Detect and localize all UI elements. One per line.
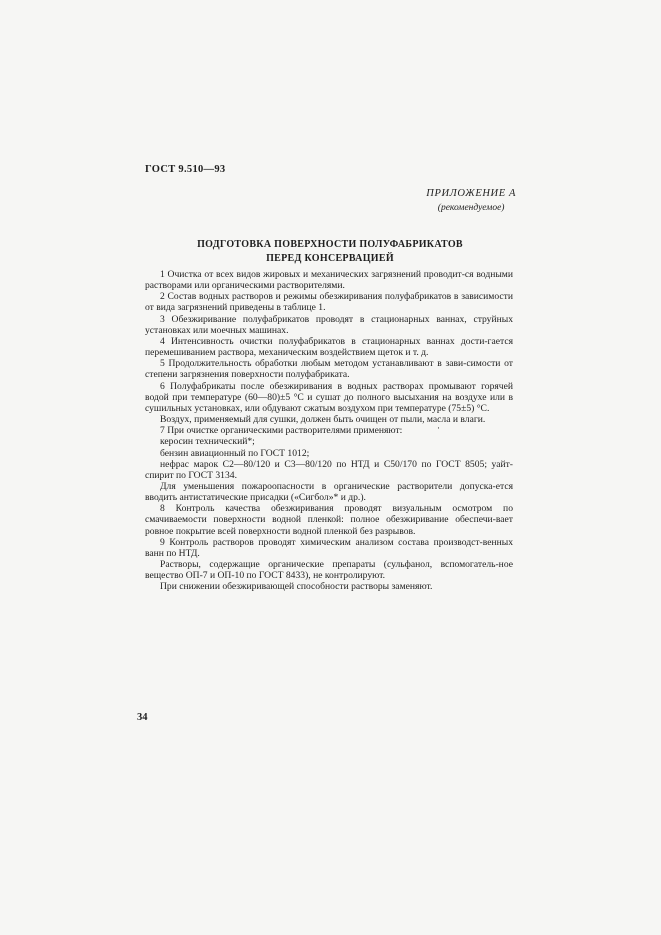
appendix-heading	[426, 186, 516, 216]
page-number: 34	[137, 712, 148, 723]
paragraph-1: 1 Очистка от всех видов жировых и механических загрязнений проводит-ся водными растворами или органическими растворителями.	[145, 269, 513, 292]
document-title	[150, 238, 510, 266]
appendix-note: (рекомендуемое)	[437, 203, 505, 213]
title-line-2: ПЕРЕД КОНСЕРВАЦИЕЙ	[266, 253, 394, 264]
paragraph-8: 8 Контроль качества обезжиривания проводят визуальным осмотром по смачиваемости поверхности водной пленкой: полное обезжиривание обеспечи-вает ровное покрытие всей поверхности водной пленкой без разрывов.	[145, 503, 513, 537]
appendix-label: ПРИЛОЖЕНИЕ А	[426, 188, 516, 199]
list-item-gasoline: бензин авиационный по ГОСТ 1012;	[160, 447, 310, 459]
paragraph-air: Воздух, применяемый для сушки, должен быть очищен от пыли, масла и влаги.	[160, 414, 486, 426]
paragraph-2: 2 Состав водных растворов и режимы обезжиривания полуфабрикатов в зависимости от вида загрязнений приведены в таблице 1.	[145, 291, 513, 314]
paragraph-solutions: Растворы, содержащие органические препараты (сульфанол, вспомогатель-ное вещество ОП-7 и ОП-10 по ГОСТ 8433), не контролируют.	[145, 559, 513, 582]
paragraph-6: 6 Полуфабрикаты после обезжиривания в водных растворах промывают горячей водой при температуре (60—80)±5 °С и сушат до полного высыхания на воздухе или в сушильных установках, или обдувают сжатым воздухом при температуре (75±5) °С.	[145, 380, 513, 414]
paragraph-3: 3 Обезжиривание полуфабрикатов проводят в стационарных ваннах, струйных установках или моечных машинах.	[145, 313, 513, 336]
paragraph-5: 5 Продолжительность обработки любым методом устанавливают в зави-симости от степени загрязнения поверхности полуфабриката.	[145, 358, 513, 381]
list-item-kerosene: керосин технический*;	[160, 436, 255, 448]
paragraph-7: 7 При очистке органическими растворителями применяют:	[160, 425, 403, 437]
body-text	[145, 269, 513, 593]
title-line-1: ПОДГОТОВКА ПОВЕРХНОСТИ ПОЛУФАБРИКАТОВ	[197, 239, 463, 250]
stray-mark: ·	[437, 423, 440, 433]
paragraph-additives: Для уменьшения пожароопасности в органические растворители допуска-ется вводить антистатические присадки («Сигбол»* и др.).	[145, 480, 513, 504]
paragraph-9: 9 Контроль растворов проводят химическим анализом состава производст-венных ванн по НТД.	[145, 536, 513, 559]
paragraph-replace: При снижении обезжиривающей способности растворы заменяют.	[160, 581, 433, 593]
list-item-nefras: нефрас марок С2—80/120 и С3—80/120 по НТД и С50/170 по ГОСТ 8505; уайт-спирит по ГОСТ 3134.	[145, 458, 513, 481]
paragraph-4: 4 Интенсивность очистки полуфабрикатов в стационарных ваннах дости-гается перемешиванием раствора, механическим воздействием щеток и т. д.	[145, 335, 513, 359]
standard-code: ГОСТ 9.510—93	[145, 164, 226, 175]
